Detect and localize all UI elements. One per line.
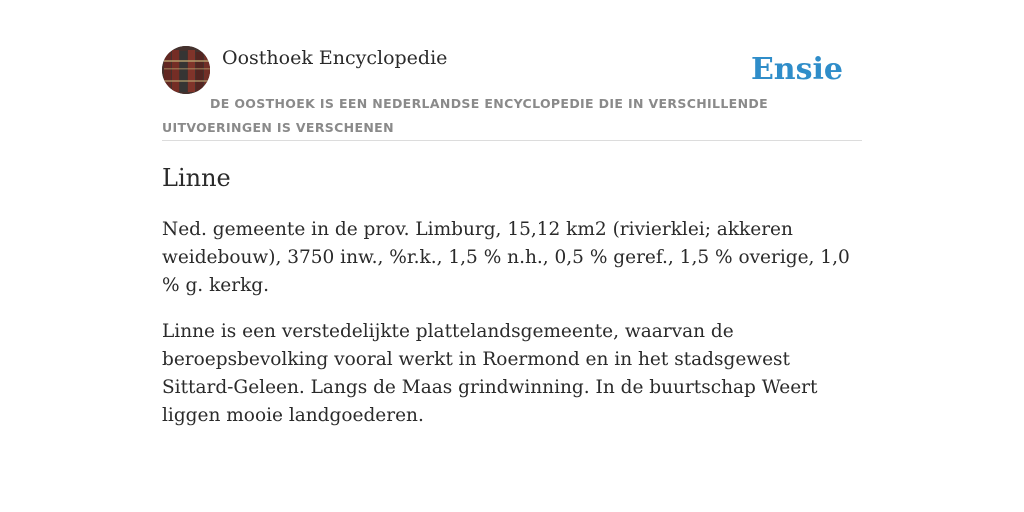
site-title[interactable]: Oosthoek Encyclopedie [222,47,448,69]
site-header [162,46,862,141]
article [162,162,862,430]
brand-logo[interactable]: Ensie [750,52,843,87]
book-spines-icon [162,46,210,94]
article-paragraph-1: Ned. gemeente in de prov. Limburg, 15,12 km2 (rivierklei; akkeren weidebouw), 3750 inw., %r.k., 1,5 % n.h., 0,5 % geref., 1,5 % overige, 1,0 % g. kerkg. [162,219,850,296]
avatar[interactable] [162,46,210,94]
site-tagline: DE OOSTHOEK IS EEN NEDERLANDSE ENCYCLOPEDIE DIE IN VERSCHILLENDE UITVOERINGEN IS VERSCHENEN [162,96,768,135]
article-title: Linne [162,164,231,192]
article-paragraph-2: Linne is een verstedelijkte plattelandsgemeente, waarvan de beroepsbevolking vooral werkt in Roermond en in het stadsgewest Sittard-Geleen. Langs de Maas grindwinning. In de buurtschap Weert liggen mooie landgoederen. [162,321,818,426]
